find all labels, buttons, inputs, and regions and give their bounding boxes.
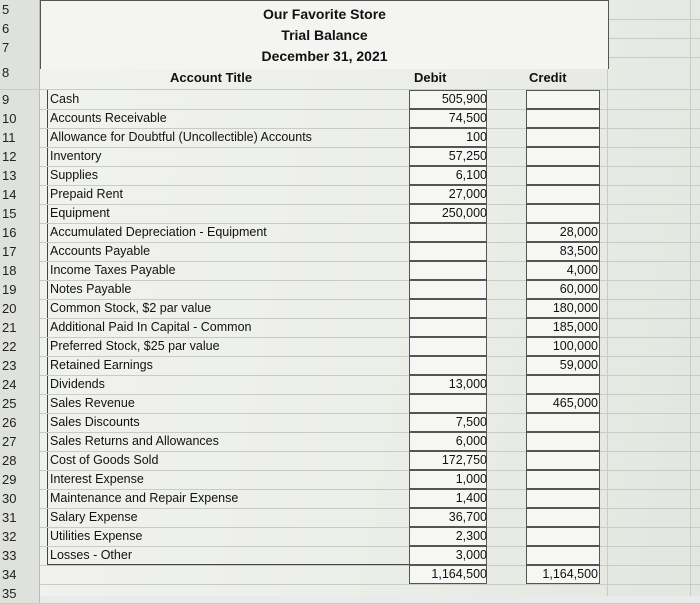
- debit-header: Debit: [414, 70, 447, 85]
- account-title-cell[interactable]: Common Stock, $2 par value: [50, 301, 212, 315]
- credit-cell[interactable]: 4,000: [566, 263, 598, 277]
- account-title-cell[interactable]: Inventory: [50, 149, 102, 163]
- credit-cell[interactable]: 185,000: [552, 320, 598, 334]
- debit-cell-border: [409, 242, 487, 261]
- row-number[interactable]: 34: [0, 565, 40, 584]
- row-number[interactable]: 11: [0, 128, 40, 147]
- table-row[interactable]: [0, 242, 700, 262]
- debit-cell-border: [409, 356, 487, 375]
- row-number[interactable]: 19: [0, 280, 40, 299]
- table-row[interactable]: [0, 356, 700, 376]
- account-title-cell[interactable]: Accounts Payable: [50, 244, 151, 258]
- credit-cell-border: [526, 204, 600, 223]
- table-row[interactable]: [0, 451, 700, 471]
- credit-cell-border: [526, 451, 600, 470]
- account-title-cell[interactable]: Sales Revenue: [50, 396, 135, 410]
- account-title-cell[interactable]: Utilities Expense: [50, 529, 143, 543]
- account-title-header: Account Title: [170, 70, 253, 85]
- row-number[interactable]: 31: [0, 508, 40, 527]
- debit-cell[interactable]: 1,000: [455, 472, 487, 486]
- credit-cell-border: [526, 470, 600, 489]
- credit-cell-border: [526, 185, 600, 204]
- credit-cell[interactable]: 28,000: [559, 225, 598, 239]
- debit-cell-border: [409, 223, 487, 242]
- table-row[interactable]: [0, 109, 700, 129]
- row-number[interactable]: 21: [0, 318, 40, 337]
- debit-cell-border: [409, 299, 487, 318]
- table-row[interactable]: [0, 204, 700, 224]
- row-number[interactable]: 14: [0, 185, 40, 204]
- debit-cell[interactable]: 13,000: [448, 377, 487, 391]
- account-title-cell[interactable]: Losses - Other: [50, 548, 132, 562]
- account-title-cell[interactable]: Salary Expense: [50, 510, 138, 524]
- credit-cell-border: [526, 508, 600, 527]
- credit-cell-border: [526, 109, 600, 128]
- account-title-cell[interactable]: Cost of Goods Sold: [50, 453, 159, 467]
- table-row[interactable]: [0, 185, 700, 205]
- row-number[interactable]: 5: [0, 0, 40, 19]
- row-number[interactable]: 7: [0, 38, 40, 57]
- debit-cell[interactable]: 1,400: [455, 491, 487, 505]
- row-number[interactable]: 17: [0, 242, 40, 261]
- credit-cell[interactable]: 1,164,500: [542, 567, 598, 581]
- debit-cell[interactable]: 27,000: [448, 187, 487, 201]
- credit-cell-border: [526, 90, 600, 109]
- row-number[interactable]: 24: [0, 375, 40, 394]
- report-header: [40, 0, 609, 69]
- debit-cell[interactable]: 6,100: [455, 168, 487, 182]
- account-title-cell[interactable]: Accumulated Depreciation - Equipment: [50, 225, 267, 239]
- row-number[interactable]: 23: [0, 356, 40, 375]
- table-row[interactable]: [0, 375, 700, 395]
- row-number[interactable]: 6: [0, 19, 40, 38]
- table-row[interactable]: [0, 432, 700, 452]
- table-row[interactable]: [0, 280, 700, 300]
- account-title-cell[interactable]: Dividends: [50, 377, 105, 391]
- account-title-cell[interactable]: Income Taxes Payable: [50, 263, 176, 277]
- debit-cell[interactable]: 505,900: [441, 92, 487, 106]
- credit-cell-border: [526, 166, 600, 185]
- table-row[interactable]: [0, 394, 700, 414]
- row-number[interactable]: 18: [0, 261, 40, 280]
- table-row[interactable]: [0, 261, 700, 281]
- account-title-cell[interactable]: Retained Earnings: [50, 358, 153, 372]
- debit-cell[interactable]: 57,250: [448, 149, 487, 163]
- credit-cell[interactable]: 100,000: [552, 339, 598, 353]
- debit-cell-border: [409, 394, 487, 413]
- debit-cell-border: [409, 337, 487, 356]
- credit-cell-border: [526, 432, 600, 451]
- table-row[interactable]: [0, 527, 700, 547]
- report-title: Trial Balance: [281, 27, 368, 43]
- table-row[interactable]: [0, 546, 700, 566]
- table-row[interactable]: [0, 337, 700, 357]
- row-number[interactable]: 28: [0, 451, 40, 470]
- row-number[interactable]: 25: [0, 394, 40, 413]
- row-number[interactable]: 12: [0, 147, 40, 166]
- account-title-cell[interactable]: Supplies: [50, 168, 98, 182]
- row-number[interactable]: 27: [0, 432, 40, 451]
- credit-cell-border: [526, 546, 600, 565]
- row-number[interactable]: 35: [0, 584, 40, 603]
- row-number[interactable]: 26: [0, 413, 40, 432]
- row-number[interactable]: 32: [0, 527, 40, 546]
- debit-cell[interactable]: 1,164,500: [431, 567, 487, 581]
- row-number[interactable]: 30: [0, 489, 40, 508]
- credit-cell-border: [526, 489, 600, 508]
- account-title-cell[interactable]: Accounts Receivable: [50, 111, 167, 125]
- debit-cell[interactable]: 3,000: [455, 548, 487, 562]
- credit-cell-border: [526, 147, 600, 166]
- account-title-cell[interactable]: Interest Expense: [50, 472, 144, 486]
- table-row[interactable]: [0, 166, 700, 186]
- table-row[interactable]: [0, 470, 700, 490]
- debit-cell[interactable]: 172,750: [441, 453, 487, 467]
- debit-cell-border: [409, 318, 487, 337]
- row-number[interactable]: 20: [0, 299, 40, 318]
- account-title-cell[interactable]: Sales Returns and Allowances: [50, 434, 219, 448]
- row-number[interactable]: 15: [0, 204, 40, 223]
- table-row[interactable]: [0, 489, 700, 509]
- debit-cell[interactable]: 7,500: [455, 415, 487, 429]
- table-row[interactable]: [0, 584, 700, 604]
- row-number[interactable]: 13: [0, 166, 40, 185]
- credit-cell[interactable]: 59,000: [559, 358, 598, 372]
- credit-cell[interactable]: 180,000: [552, 301, 598, 315]
- row-number[interactable]: 33: [0, 546, 40, 565]
- debit-cell-border: [409, 261, 487, 280]
- table-row[interactable]: [0, 128, 700, 148]
- account-title-cell[interactable]: Cash: [50, 92, 80, 106]
- row-number[interactable]: 29: [0, 470, 40, 489]
- table-row[interactable]: [0, 508, 700, 528]
- debit-cell[interactable]: 36,700: [448, 510, 487, 524]
- row-number[interactable]: 10: [0, 109, 40, 128]
- table-row[interactable]: [0, 147, 700, 167]
- row-number[interactable]: 22: [0, 337, 40, 356]
- debit-cell[interactable]: 100: [466, 130, 487, 144]
- row-number[interactable]: 9: [0, 90, 40, 109]
- debit-cell[interactable]: 74,500: [448, 111, 487, 125]
- debit-cell[interactable]: 2,300: [455, 529, 487, 543]
- account-title-cell[interactable]: Sales Discounts: [50, 415, 140, 429]
- debit-cell-border: [409, 280, 487, 299]
- account-title-cell[interactable]: Notes Payable: [50, 282, 132, 296]
- row-number[interactable]: 8: [0, 57, 40, 89]
- table-row[interactable]: [0, 565, 700, 585]
- table-row[interactable]: [0, 299, 700, 319]
- account-title-cell[interactable]: Preferred Stock, $25 par value: [50, 339, 220, 353]
- credit-cell[interactable]: 60,000: [559, 282, 598, 296]
- account-title-cell[interactable]: Equipment: [50, 206, 110, 220]
- account-title-cell[interactable]: Allowance for Doubtful (Uncollectible) Accounts: [50, 130, 312, 144]
- account-title-cell[interactable]: Prepaid Rent: [50, 187, 123, 201]
- credit-cell[interactable]: 465,000: [552, 396, 598, 410]
- table-row[interactable]: [0, 223, 700, 243]
- debit-cell[interactable]: 6,000: [455, 434, 487, 448]
- credit-cell[interactable]: 83,500: [559, 244, 598, 258]
- credit-cell-border: [526, 128, 600, 147]
- company-name: Our Favorite Store: [263, 6, 386, 22]
- credit-header: Credit: [529, 70, 567, 85]
- account-title-cell[interactable]: Maintenance and Repair Expense: [50, 491, 239, 505]
- debit-cell[interactable]: 250,000: [441, 206, 487, 220]
- table-row[interactable]: [0, 90, 700, 110]
- credit-cell-border: [526, 413, 600, 432]
- credit-cell-border: [526, 527, 600, 546]
- row-number[interactable]: 16: [0, 223, 40, 242]
- report-date: December 31, 2021: [261, 48, 388, 64]
- table-row[interactable]: [0, 318, 700, 338]
- table-row[interactable]: [0, 413, 700, 433]
- account-title-cell[interactable]: Additional Paid In Capital - Common: [50, 320, 252, 334]
- credit-cell-border: [526, 375, 600, 394]
